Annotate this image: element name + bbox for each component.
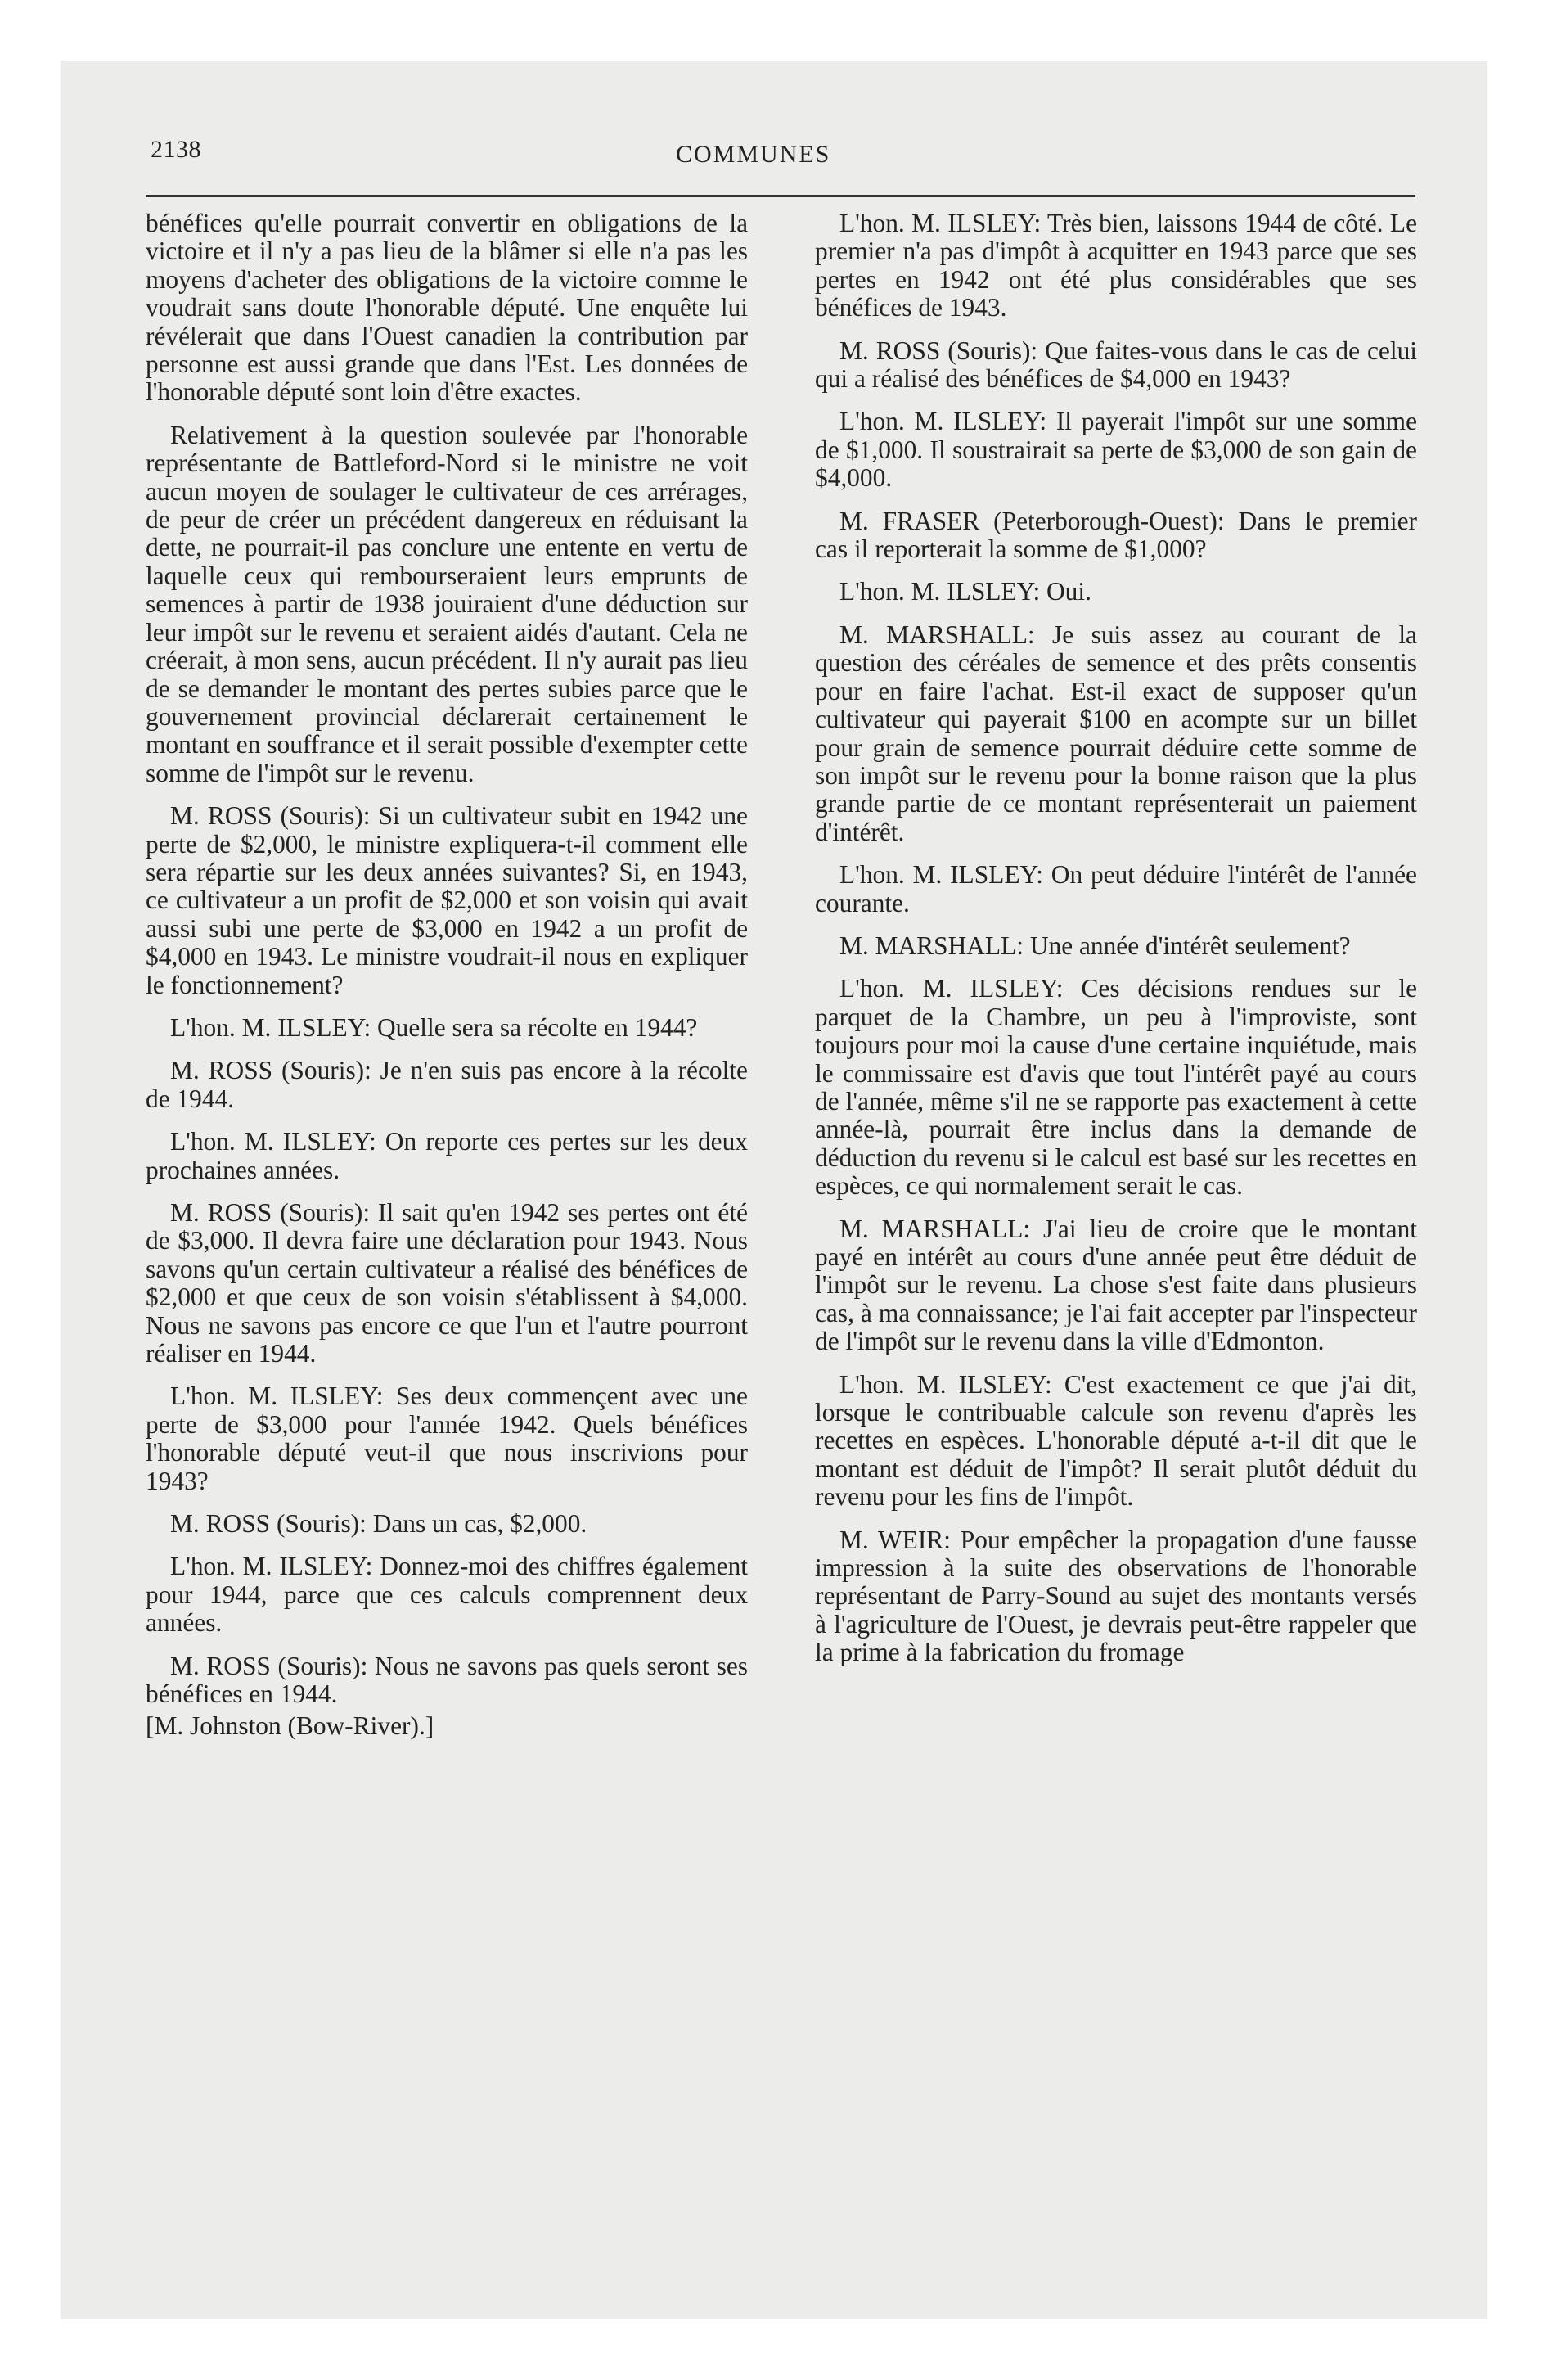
speech-marshall: M. MARSHALL: Je suis assez au courant de la question des céréales de semence et des prêts consentis pour en faire l'achat. Est-il exact de supposer qu'un cultivateur qui payerait $100 en acompte sur un billet pour grain de semence pourrait déduire cette somme de son impôt sur le revenu pour la bonne raison que la plus grande partie de ce montant représenterait un paiement d'intérêt. bbox=[815, 620, 1417, 846]
speaker-footer-note: [M. Johnston (Bow-River).] bbox=[146, 1711, 434, 1740]
speech-ilsley: L'hon. M. ILSLEY: Très bien, laissons 1944 de côté. Le premier n'a pas d'impôt à acquitter en 1943 parce que ses pertes en 1942 ont été plus considérables que ses bénéfices de 1943. bbox=[815, 209, 1417, 322]
speech-ilsley: L'hon. M. ILSLEY: On reporte ces pertes sur les deux prochaines années. bbox=[146, 1127, 748, 1184]
speech-ilsley: L'hon. M. ILSLEY: On peut déduire l'intérêt de l'année courante. bbox=[815, 860, 1417, 917]
speech-marshall: M. MARSHALL: J'ai lieu de croire que le montant payé en intérêt au cours d'une année peut être déduit de l'impôt sur le revenu. La chose s'est faite dans plusieurs cas, à ma connaissance; je l'ai fait accepter par l'inspecteur de l'impôt sur le revenu dans la ville d'Edmonton. bbox=[815, 1214, 1417, 1356]
paragraph: bénéfices qu'elle pourrait convertir en obligations de la victoire et il n'y a pas lieu de la blâmer si elle n'a pas les moyens d'acheter des obligations de la victoire comme le voudrait sans doute l'honorable député. Une enquête lui révélerait que dans l'Ouest canadien la contribution par personne est aussi grande que dans l'Est. Les données de l'honorable député sont loin d'être exactes. bbox=[146, 209, 748, 407]
speech-ilsley: L'hon. M. ILSLEY: Quelle sera sa récolte en 1944? bbox=[170, 1012, 698, 1042]
speech-weir: M. WEIR: Pour empêcher la propagation d'une fausse impression à la suite des observations de l'honorable représentant de Parry-Sound au sujet des montants versés à l'agriculture de l'Ouest, je devrais peut-être rappeler que la prime à la fabrication du fromage bbox=[815, 1525, 1417, 1667]
speech-ross: M. ROSS (Souris): Si un cultivateur subit en 1942 une perte de $2,000, le ministre expliquera-t-il comment elle sera répartie sur les deux années suivantes? Si, en 1943, ce cultivateur a un profit de $2,000 et son voisin qui avait aussi subi une perte de $3,000 en 1942 a un profit de $4,000 en 1943. Le ministre voudrait-il nous en expliquer le fonctionnement? bbox=[146, 801, 748, 999]
speech-ilsley: L'hon. M. ILSLEY: Donnez-moi des chiffres également pour 1944, parce que ces calculs comprennent deux années. bbox=[146, 1552, 748, 1638]
right-column bbox=[815, 210, 1417, 1667]
speech-fraser: M. FRASER (Peterborough-Ouest): Dans le premier cas il reporterait la somme de $1,000? bbox=[815, 506, 1417, 564]
header-rule bbox=[146, 195, 1415, 197]
page-number: 2138 bbox=[151, 136, 201, 163]
speech-ross: M. ROSS (Souris): Dans un cas, $2,000. bbox=[170, 1509, 587, 1539]
speech-ross: M. ROSS (Souris): Il sait qu'en 1942 ses pertes ont été de $3,000. Il devra faire une déclaration pour 1943. Nous savons qu'un certain cultivateur a réalisé des bénéfices de $2,000 et que ceux de son voisin s'établissent à $4,000. Nous ne savons pas encore ce que l'un et l'autre pourront réaliser en 1944. bbox=[146, 1198, 748, 1368]
speech-ilsley: L'hon. M. ILSLEY: C'est exactement ce que j'ai dit, lorsque le contribuable calcule son revenu d'après les recettes en espèces. L'honorable député a-t-il dit que le montant est déduit de l'impôt? Il serait plutôt déduit du revenu pour les fins de l'impôt. bbox=[815, 1369, 1417, 1512]
speech-ross: M. ROSS (Souris): Je n'en suis pas encore à la récolte de 1944. bbox=[146, 1056, 748, 1113]
speech-ross: M. ROSS (Souris): Nous ne savons pas quels seront ses bénéfices en 1944. bbox=[146, 1651, 748, 1709]
paragraph: Relativement à la question soulevée par l'honorable représentante de Battleford-Nord si le ministre ne voit aucun moyen de soulager le cultivateur de ces arrérages, de peur de créer un précédent dangereux en réduisant la dette, ne pourrait-il pas conclure une entente en vertu de laquelle ceux qui rembourseraient leurs emprunts de semences à partir de 1938 jouiraient d'une déduction sur leur impôt sur le revenu et seraient aidés d'autant. Cela ne créerait, à mon sens, aucun précédent. Il n'y aurait pas lieu de se demander le montant des pertes subies parce que le gouvernement provincial déclarerait certainement le montant en souffrance et il serait possible d'exempter cette somme de l'impôt sur le revenu. bbox=[146, 420, 748, 787]
speech-ilsley: L'hon. M. ILSLEY: Il payerait l'impôt sur une somme de $1,000. Il soustrairait sa perte de $3,000 de son gain de $4,000. bbox=[815, 407, 1417, 493]
running-title: COMMUNES bbox=[676, 141, 831, 168]
speech-ross: M. ROSS (Souris): Que faites-vous dans le cas de celui qui a réalisé des bénéfices de $4,000 en 1943? bbox=[815, 336, 1417, 394]
speech-ilsley: L'hon. M. ILSLEY: Oui. bbox=[839, 577, 1091, 606]
speech-marshall: M. MARSHALL: Une année d'intérêt seulement? bbox=[839, 931, 1351, 960]
speech-ilsley: L'hon. M. ILSLEY: Ces décisions rendues sur le parquet de la Chambre, un peu à l'improviste, sont toujours pour moi la cause d'une certaine inquiétude, mais le commissaire est d'avis que tout l'intérêt payé au cours de l'année, même s'il ne se rapporte pas exactement à cette année-là, pourrait être inclus dans la demande de déduction du revenu si le calcul est basé sur les recettes en espèces, ce qui normalement serait le cas. bbox=[815, 974, 1417, 1201]
left-column bbox=[146, 210, 748, 1740]
speech-ilsley: L'hon. M. ILSLEY: Ses deux commençent avec une perte de $3,000 pour l'année 1942. Quels bénéfices l'honorable député veut-il que nous inscrivions pour 1943? bbox=[146, 1382, 748, 1495]
